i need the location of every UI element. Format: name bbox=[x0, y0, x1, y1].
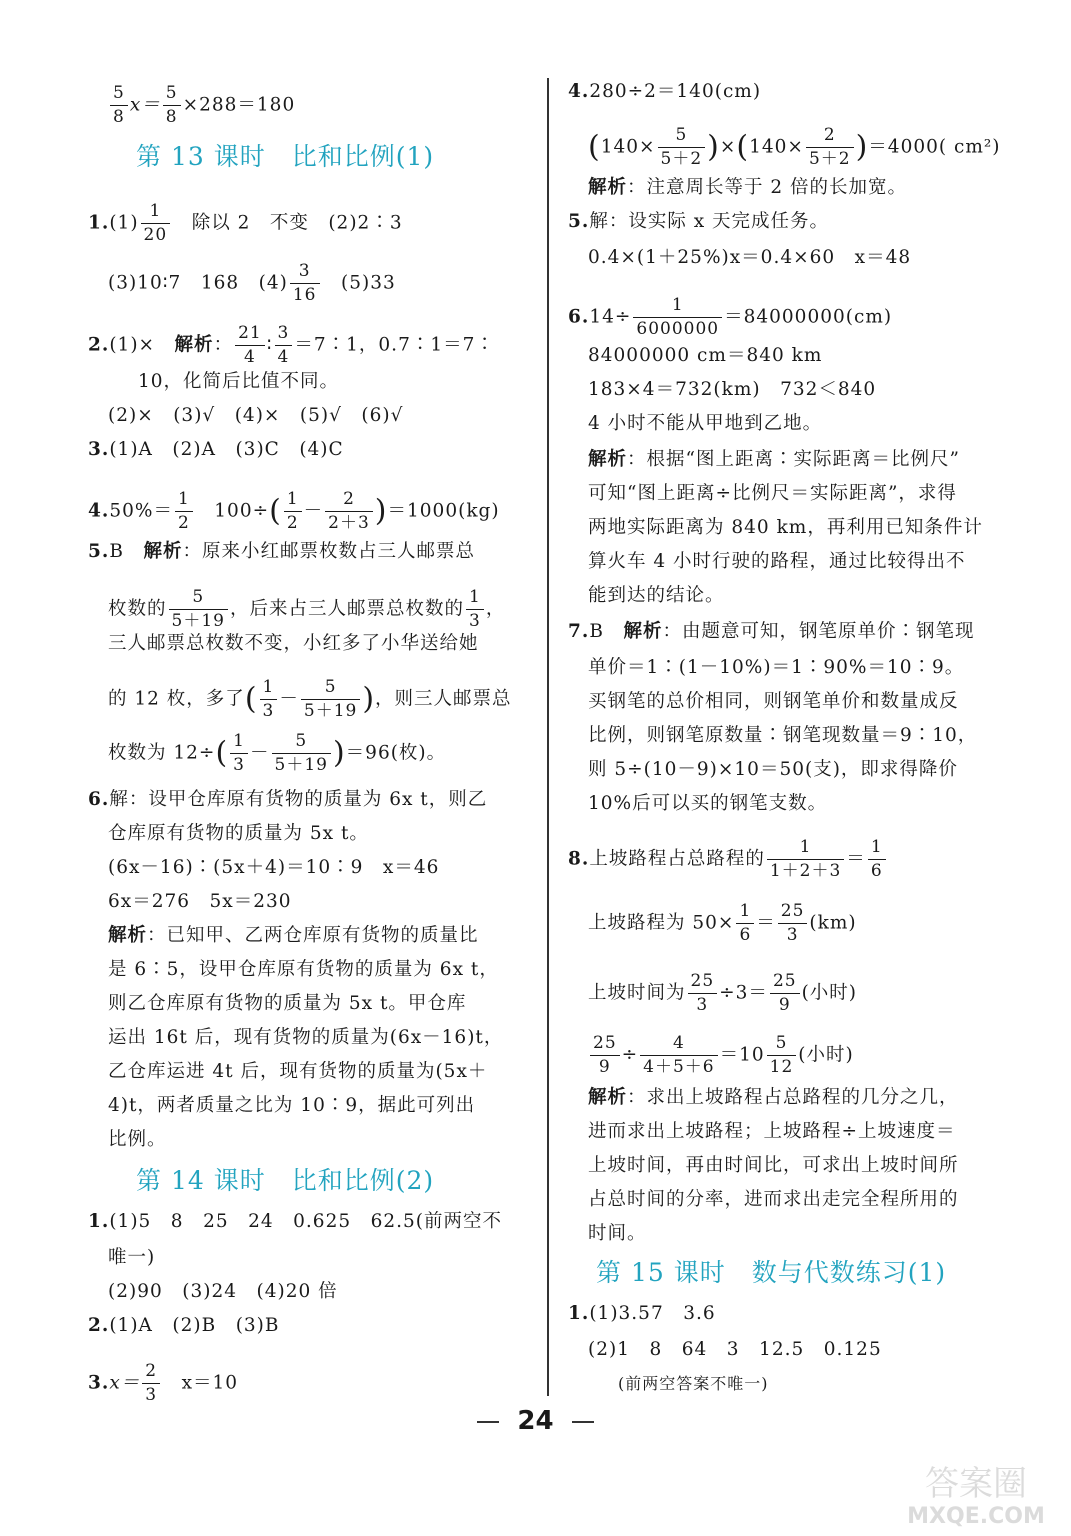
watermark-url: MXQE.COM bbox=[907, 1504, 1045, 1529]
answer-line: (2)1 8 64 3 12.5 0.125 bbox=[588, 1339, 882, 1360]
question-5: 5.B 解析：原来小红邮票枚数占三人邮票总 bbox=[88, 541, 475, 562]
answer-line: 的 12 枚，多了( $\frac{1}{3}$ － $\frac{5}{5+19}$ )，则三人邮票总 bbox=[108, 677, 512, 721]
answer-line: 仓库原有货物的质量为 5x t。 bbox=[108, 823, 369, 844]
analysis-line: 时间。 bbox=[588, 1223, 647, 1244]
answer-line: 84000000 cm＝840 km bbox=[588, 345, 823, 366]
question-3: 3.x＝ $\frac{2}{3}$ x＝10 bbox=[88, 1361, 239, 1405]
analysis-line: 则乙仓库原有货物的质量为 5x t。甲仓库 bbox=[108, 993, 467, 1014]
question-6: 6.14÷ $\frac{1}{6000000}$ ＝84000000(cm) bbox=[568, 295, 893, 339]
analysis-line: 10%后可以买的钢笔支数。 bbox=[588, 793, 828, 814]
analysis-line: 4)t，两者质量之比为 10∶9，据此可列出 bbox=[108, 1095, 476, 1116]
answer-line: 上坡时间为 $\frac{25}{3}$ ÷3＝ $\frac{25}{9}$ (小时) bbox=[588, 971, 858, 1015]
answer-line: 枚数为 12÷( $\frac{1}{3}$ － $\frac{5}{5+19}$ )＝96(枚)。 bbox=[108, 731, 447, 775]
column-divider bbox=[547, 78, 549, 1396]
note-line: (前两空答案不唯一) bbox=[618, 1374, 769, 1393]
question-7: 7.B 解析：由题意可知，钢笔原单价∶钢笔现 bbox=[568, 621, 975, 642]
analysis-line: 则 5÷(10－9)×10＝50(支)，即求得降价 bbox=[588, 759, 958, 780]
fraction: $\frac{5}{8}$ bbox=[163, 82, 181, 129]
answer-line: 三人邮票总枚数不变，小红多了小华送给她 bbox=[108, 633, 479, 654]
answer-line: (2)90 (3)24 (4)20 倍 bbox=[108, 1281, 338, 1302]
answer-line: (6x－16)∶(5x＋4)＝10∶9 x＝46 bbox=[108, 857, 440, 878]
analysis-line: 两地实际距离为 840 km，再利用已知条件计 bbox=[588, 517, 983, 538]
answer-line: 0.4×(1＋25%)x＝0.4×60 x＝48 bbox=[588, 247, 912, 268]
answer-line: (2)× (3)√ (4)× (5)√ (6)√ bbox=[108, 405, 404, 426]
analysis-line: 买钢笔的总价相同，则钢笔单价和数量成反 bbox=[588, 691, 959, 712]
answer-line: 枚数的 $\frac{5}{5+19}$ ，后来占三人邮票总枚数的 $\frac{1}{3}$ ， bbox=[108, 587, 506, 631]
question-3: 3.(1)A (2)A (3)C (4)C bbox=[88, 439, 344, 460]
answer-line: (140× $\frac{5}{5+2}$ )×(140× $\frac{2}{5+2}$ )＝4000( cm²) bbox=[588, 125, 1001, 169]
analysis-line: 单价＝1∶(1－10%)＝1∶90%＝10∶9。 bbox=[588, 657, 965, 678]
section-heading-14: 第 14 课时 比和比例(2) bbox=[136, 1166, 435, 1195]
section-heading-15: 第 15 课时 数与代数练习(1) bbox=[596, 1258, 947, 1287]
watermark-logo bbox=[890, 1455, 1062, 1531]
answer-line: 10，化简后比值不同。 bbox=[138, 371, 340, 392]
analysis-line: 比例，则钢笔原数量∶钢笔现数量＝9∶10， bbox=[588, 725, 978, 746]
analysis-line: 解析：已知甲、乙两仓库原有货物的质量比 bbox=[108, 925, 479, 946]
analysis-line: 占总时间的分率，进而求出走完全程所用的 bbox=[588, 1189, 959, 1210]
analysis-line: 运出 16t 后，现有货物的质量为(6x－16)t， bbox=[108, 1027, 504, 1048]
page-number: 24 bbox=[0, 1406, 1071, 1436]
analysis-line: 比例。 bbox=[108, 1129, 167, 1150]
question-2: 2.(1)× 解析： $\frac{21}{4}$ ∶ $\frac{3}{4}$ ＝7∶1，0.7∶1＝7∶ bbox=[88, 323, 495, 367]
question-8: 8.上坡路程占总路程的 $\frac{1}{1+2+3}$ ＝ $\frac{1}{6}$ bbox=[568, 836, 888, 883]
question-2: 2.(1)A (2)B (3)B bbox=[88, 1315, 280, 1336]
question-4: 4.50%＝ $\frac{1}{2}$ 100÷( $\frac{1}{2}$ － $\frac{2}{2+3}$ )＝1000(kg) bbox=[88, 489, 500, 533]
watermark-text: 答案圈 bbox=[925, 1464, 1027, 1504]
analysis-line: 算火车 4 小时行驶的路程，通过比较得出不 bbox=[588, 551, 966, 572]
answer-line: 4 小时不能从甲地到乙地。 bbox=[588, 413, 823, 434]
answer-line: 上坡路程为 50× $\frac{1}{6}$ ＝ $\frac{25}{3}$ (km) bbox=[588, 901, 857, 945]
answer-line: $\frac{25}{9}$ ÷ $\frac{4}{4+5+6}$ ＝10 $\frac{5}{12}$ (小时) bbox=[568, 1032, 854, 1079]
question-1: 1.(1)3.57 3.6 bbox=[568, 1303, 716, 1324]
analysis-line: 解析：根据“图上距离∶实际距离＝比例尺” bbox=[588, 449, 960, 470]
answer-line: $\frac{5}{8}$ x＝ $\frac{5}{8}$ ×288＝180 bbox=[88, 82, 295, 129]
question-1: 1.(1)5 8 25 24 0.625 62.5(前两空不 bbox=[88, 1211, 503, 1232]
section-heading-13: 第 13 课时 比和比例(1) bbox=[136, 142, 435, 171]
question-5: 5.解：设实际 x 天完成任务。 bbox=[568, 211, 830, 232]
analysis-line: 上坡时间，再由时间比，可求出上坡时间所 bbox=[588, 1155, 959, 1176]
analysis-line: 是 6∶5，设甲仓库原有货物的质量为 6x t， bbox=[108, 959, 499, 980]
dash-left bbox=[477, 1421, 499, 1423]
analysis-line: 进而求出上坡路程；上坡路程÷上坡速度＝ bbox=[588, 1121, 956, 1142]
question-6: 6.解：设甲仓库原有货物的质量为 6x t，则乙 bbox=[88, 789, 488, 810]
fraction: $\frac{5}{8}$ bbox=[110, 82, 128, 129]
question-1: 1.(1) $\frac{1}{20}$ 除以 2 不变 (2)2∶3 bbox=[88, 201, 403, 245]
answer-line: 183×4＝732(km) 732＜840 bbox=[588, 379, 877, 400]
question-1-cont: (3)10∶7 168 (4) $\frac{3}{16}$ (5)33 bbox=[108, 261, 396, 305]
analysis-line: 可知“图上距离÷比例尺＝实际距离”，求得 bbox=[588, 483, 957, 504]
answer-line: 6x＝276 5x＝230 bbox=[108, 891, 292, 912]
analysis-line: 解析：注意周长等于 2 倍的长加宽。 bbox=[588, 177, 908, 198]
analysis-line: 解析：求出上坡路程占总路程的几分之几， bbox=[588, 1087, 959, 1108]
analysis-line: 乙仓库运进 4t 后，现有货物的质量为(5x＋ bbox=[108, 1061, 488, 1082]
dash-right bbox=[572, 1421, 594, 1423]
answer-line: 唯一) bbox=[108, 1247, 156, 1268]
question-4: 4.280÷2＝140(cm) bbox=[568, 81, 762, 102]
analysis-line: 能到达的结论。 bbox=[588, 585, 725, 606]
